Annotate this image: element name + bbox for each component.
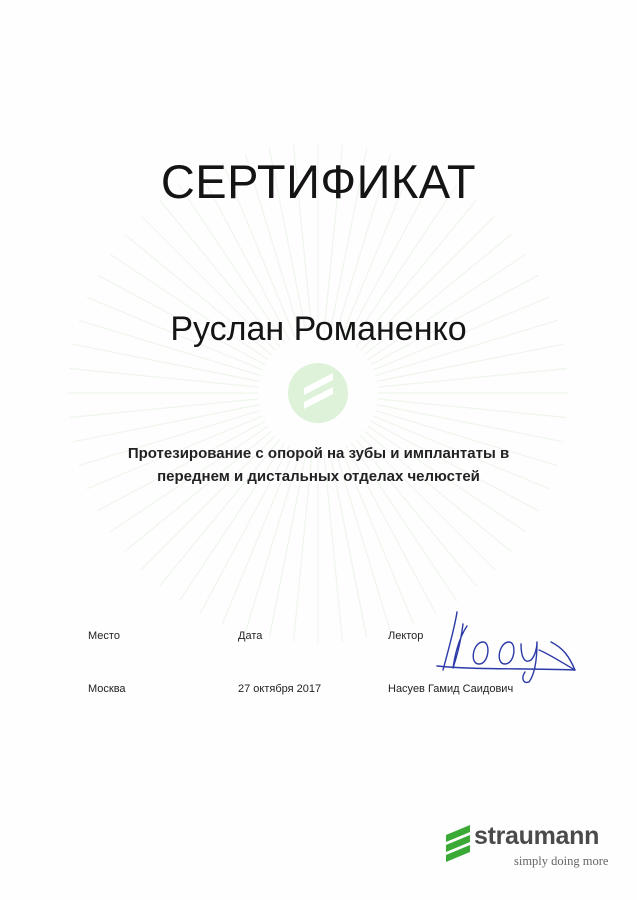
brand-tagline: simply doing more bbox=[514, 854, 609, 868]
straumann-mark-icon bbox=[444, 824, 472, 862]
date-label: Дата bbox=[238, 630, 263, 642]
place-label: Место bbox=[88, 630, 120, 642]
course-title bbox=[0, 442, 637, 488]
place-value: Москва bbox=[88, 683, 126, 695]
lecturer-signature bbox=[425, 604, 585, 684]
brand-name: straumann bbox=[474, 822, 600, 850]
date-value: 27 октября 2017 bbox=[238, 683, 322, 695]
sunburst-ray bbox=[73, 405, 259, 442]
sunburst-ray bbox=[378, 399, 567, 418]
recipient-name: Руслан Романенко bbox=[170, 310, 467, 348]
straumann-logo bbox=[444, 824, 614, 872]
sunburst-ray bbox=[69, 369, 258, 388]
certificate-title: СЕРТИФИКАТ bbox=[160, 155, 477, 208]
lecturer-value: Насуев Гамид Саидович bbox=[388, 683, 514, 695]
sunburst-ray bbox=[377, 344, 563, 381]
sunburst-ray bbox=[73, 344, 259, 381]
sunburst-ray bbox=[377, 405, 563, 442]
sunburst-ray bbox=[69, 399, 258, 418]
course-title-line-1: Протезирование с опорой на зубы и имплантаты в bbox=[127, 445, 510, 462]
sunburst-ray bbox=[378, 369, 567, 388]
lecturer-label: Лектор bbox=[388, 630, 424, 642]
course-title-line-2: переднем и дистальных отделах челюстей bbox=[157, 468, 480, 485]
watermark-logo-circle bbox=[288, 363, 348, 423]
